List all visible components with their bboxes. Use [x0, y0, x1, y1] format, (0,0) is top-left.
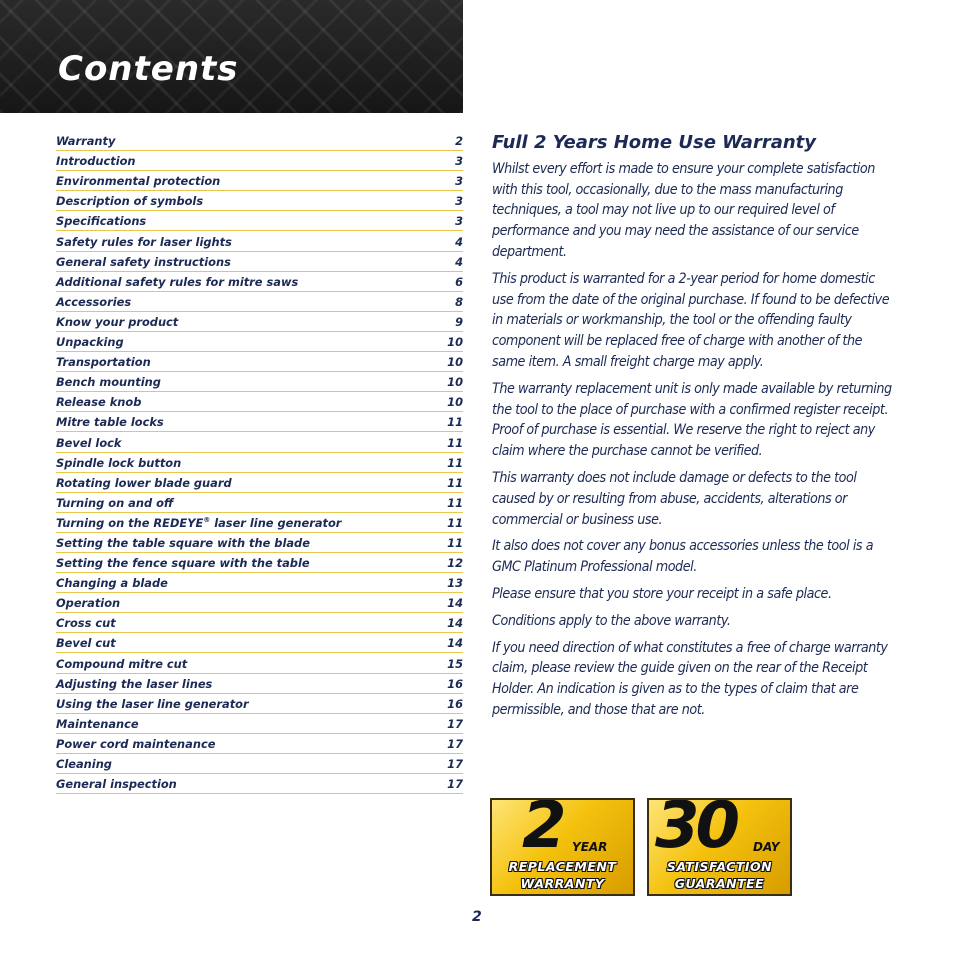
- page-title: Contents: [58, 49, 239, 89]
- toc-entry: [56, 432, 463, 452]
- toc-entry-label: [56, 777, 177, 791]
- toc-entry-label: [56, 174, 220, 188]
- toc-entry: [56, 231, 463, 251]
- warranty-paragraph: This warranty does not include damage or defects to the tool caused by or resulting from abuse, accidents, alterations or commercial or business use.: [492, 469, 857, 528]
- toc-entry-text: Unpacking: [56, 335, 124, 350]
- toc-entry-page: 13: [447, 576, 463, 591]
- toc-entry-text: Know your product: [56, 314, 179, 329]
- toc-entry-label: [56, 315, 178, 329]
- toc-entry-label: [56, 717, 139, 731]
- toc-entry-page: 8: [455, 294, 463, 309]
- toc-entry-label: [56, 596, 120, 610]
- toc-entry-label: [56, 194, 203, 208]
- warranty-paragraph: Whilst every effort is made to ensure your complete satisfaction with this tool, occasionally, due to the mass manufacturing techniques, a tool may not live up to our required level of performance and you may need the assistance of our service department.: [492, 160, 875, 260]
- toc-entry: [56, 714, 463, 734]
- toc-entry-label: [56, 255, 231, 269]
- toc-entry-page: 10: [447, 335, 463, 350]
- toc-entry: [56, 674, 463, 694]
- toc-entry-page: 17: [447, 716, 463, 731]
- thirty-day-guarantee-badge: [647, 798, 792, 896]
- toc-entry-label: [56, 516, 341, 530]
- toc-entry-text: Introduction: [56, 154, 136, 169]
- toc-entry-page: 12: [447, 556, 463, 571]
- toc-entry: [56, 553, 463, 573]
- badge-number: 30: [655, 798, 737, 863]
- badge-line: SATISFACTION: [666, 859, 773, 874]
- toc-entry-text: Adjusting the laser lines: [56, 676, 213, 691]
- toc-entry-page: 11: [447, 495, 463, 510]
- page-number: 2: [472, 909, 482, 925]
- toc-entry-text: Operation: [56, 596, 121, 611]
- toc-entry-page: 16: [447, 676, 463, 691]
- toc-entry-page: 3: [455, 214, 463, 229]
- contents-header-banner: [0, 0, 463, 113]
- toc-entry-text: Bench mounting: [56, 375, 161, 390]
- toc-entry: [56, 312, 463, 332]
- toc-entry-text: Changing a blade: [56, 576, 168, 591]
- toc-entry-page: 14: [447, 636, 463, 651]
- toc-entry: [56, 593, 463, 613]
- badge-line: GUARANTEE: [674, 876, 765, 891]
- toc-entry-label: [56, 576, 168, 590]
- toc-entry-text: Specifications: [56, 214, 147, 229]
- toc-entry-label: [56, 355, 151, 369]
- toc-entry: [56, 171, 463, 191]
- toc-entry-text: Safety rules for laser lights: [56, 234, 232, 249]
- toc-entry: [56, 653, 463, 673]
- toc-entry-text: Turning on and off: [56, 495, 174, 510]
- toc-entry-label: [56, 636, 116, 650]
- toc-entry-text: Mitre table locks: [56, 415, 164, 430]
- toc-entry-text: General safety instructions: [56, 254, 231, 269]
- toc-entry-page: 11: [447, 415, 463, 430]
- toc-entry: [56, 372, 463, 392]
- toc-entry: [56, 774, 463, 794]
- toc-entry-label: [56, 436, 122, 450]
- toc-entry-page: 11: [447, 435, 463, 450]
- toc-entry-text: Transportation: [56, 355, 151, 370]
- toc-entry: [56, 272, 463, 292]
- badge-line: WARRANTY: [520, 876, 605, 891]
- toc-entry-label: [56, 737, 215, 751]
- toc-entry-page: 2: [455, 134, 463, 149]
- toc-entry-label: [56, 677, 212, 691]
- toc-entry-label: [56, 295, 131, 309]
- toc-entry-page: 6: [455, 274, 463, 289]
- toc-entry-text: Accessories: [56, 294, 132, 309]
- toc-entry-text: Bevel lock: [56, 435, 122, 450]
- toc-entry: [56, 211, 463, 231]
- toc-entry: [56, 734, 463, 754]
- toc-entry: [56, 352, 463, 372]
- toc-entry-label: [56, 536, 310, 550]
- toc-entry-page: 11: [447, 535, 463, 550]
- toc-entry: [56, 453, 463, 473]
- toc-entry-text: Rotating lower blade guard: [56, 475, 232, 490]
- toc-entry-page: 10: [447, 375, 463, 390]
- toc-entry-text: Compound mitre cut: [56, 656, 188, 671]
- warranty-title: Full 2 Years Home Use Warranty: [492, 132, 817, 153]
- toc-entry-text: laser line generator: [210, 515, 342, 530]
- toc-entry: [56, 694, 463, 714]
- warranty-paragraph: It also does not cover any bonus accessories unless the tool is a GMC Platinum Professional model.: [492, 538, 874, 576]
- toc-entry-label: [56, 476, 232, 490]
- badge-unit: DAY: [753, 840, 780, 854]
- registered-mark: ®: [203, 516, 211, 525]
- toc-entry-page: 17: [447, 736, 463, 751]
- toc-entry-text: Release knob: [56, 395, 142, 410]
- warranty-paragraph: Conditions apply to the above warranty.: [492, 612, 731, 629]
- toc-entry-text: Using the laser line generator: [56, 696, 249, 711]
- toc-entry-label: [56, 415, 164, 429]
- toc-entry-page: 15: [447, 656, 463, 671]
- toc-entry-label: [56, 395, 141, 409]
- toc-entry-text: General inspection: [56, 777, 177, 792]
- toc-entry: [56, 252, 463, 272]
- toc-entry-page: 16: [447, 696, 463, 711]
- toc-entry-page: 3: [455, 194, 463, 209]
- warranty-paragraph: If you need direction of what constitutes a free of charge warranty claim, please review the guide given on the rear of the Receipt Holder. An indication is given as to the types of claim that are permissible, and those that are not.: [492, 639, 888, 718]
- toc-entry: [56, 131, 463, 151]
- toc-entry: [56, 151, 463, 171]
- toc-entry-label: [56, 697, 249, 711]
- warranty-paragraph: The warranty replacement unit is only made available by returning the tool to the place of purchase with a confirmed register receipt. Proof of purchase is essential. We reserve the right to reject any claim where the purchase cannot be verified.: [492, 380, 892, 460]
- table-of-contents: [56, 131, 463, 794]
- badge-line: REPLACEMENT: [508, 859, 617, 874]
- toc-entry-label: [56, 275, 298, 289]
- toc-entry: [56, 513, 463, 533]
- toc-entry-text: Turning on the REDEYE: [56, 515, 204, 530]
- badge-number: 2: [522, 798, 567, 863]
- two-year-warranty-badge: [490, 798, 635, 896]
- toc-entry-page: 11: [447, 455, 463, 470]
- badge-unit: YEAR: [572, 840, 608, 854]
- toc-entry-text: Power cord maintenance: [56, 736, 216, 751]
- toc-entry-text: Cleaning: [56, 757, 112, 771]
- toc-entry-text: Spindle lock button: [56, 455, 182, 470]
- warranty-badges: [490, 798, 795, 898]
- toc-entry-label: [56, 456, 181, 470]
- toc-entry-text: Environmental protection: [56, 174, 221, 189]
- toc-entry-label: [56, 556, 310, 570]
- toc-entry: [56, 633, 463, 653]
- toc-entry-page: 4: [455, 234, 463, 249]
- toc-entry-label: [56, 214, 146, 228]
- toc-entry-label: [56, 154, 136, 168]
- toc-entry-page: 10: [447, 395, 463, 410]
- warranty-section: [492, 133, 892, 727]
- toc-entry: [56, 191, 463, 211]
- toc-entry-label: [56, 657, 187, 671]
- toc-entry-label: [56, 496, 173, 510]
- toc-entry-page: 17: [447, 757, 463, 771]
- toc-entry-page: 10: [447, 355, 463, 370]
- toc-entry-label: [56, 235, 232, 249]
- toc-entry-page: 4: [455, 254, 463, 269]
- toc-entry-label: [56, 134, 115, 148]
- toc-entry: [56, 754, 463, 774]
- warranty-paragraph: This product is warranted for a 2-year period for home domestic use from the date of the original purchase. If found to be defective in materials or workmanship, the tool or the offending faulty component will be replaced free of charge with another of the same item. A small freight charge may apply.: [492, 270, 890, 370]
- toc-entry: [56, 493, 463, 513]
- toc-entry-label: [56, 335, 124, 349]
- toc-entry-label: [56, 757, 112, 771]
- toc-entry-page: 3: [455, 174, 463, 189]
- toc-entry-page: 14: [447, 596, 463, 611]
- toc-entry-text: Cross cut: [56, 616, 116, 631]
- toc-entry-text: Additional safety rules for mitre saws: [56, 274, 299, 289]
- toc-entry-page: 14: [447, 616, 463, 631]
- toc-entry-text: Setting the fence square with the table: [56, 556, 310, 571]
- toc-entry-text: Setting the table square with the blade: [56, 535, 310, 550]
- toc-entry-page: 11: [447, 475, 463, 490]
- toc-entry: [56, 473, 463, 493]
- toc-entry: [56, 573, 463, 593]
- toc-entry: [56, 332, 463, 352]
- toc-entry-text: Description of symbols: [56, 194, 204, 209]
- toc-entry: [56, 613, 463, 633]
- toc-entry-page: 9: [455, 314, 463, 329]
- toc-entry-text: Maintenance: [56, 716, 139, 731]
- toc-entry-page: 11: [447, 515, 463, 530]
- toc-entry-label: [56, 616, 116, 630]
- toc-entry-page: 17: [447, 777, 463, 792]
- toc-entry: [56, 292, 463, 312]
- toc-entry-text: Bevel cut: [56, 636, 116, 651]
- toc-entry-page: 3: [455, 154, 463, 169]
- toc-entry: [56, 392, 463, 412]
- warranty-paragraph: Please ensure that you store your receipt in a safe place.: [492, 585, 832, 602]
- toc-entry-text: Warranty: [56, 134, 116, 149]
- toc-entry-label: [56, 375, 161, 389]
- toc-entry: [56, 533, 463, 553]
- toc-entry: [56, 412, 463, 432]
